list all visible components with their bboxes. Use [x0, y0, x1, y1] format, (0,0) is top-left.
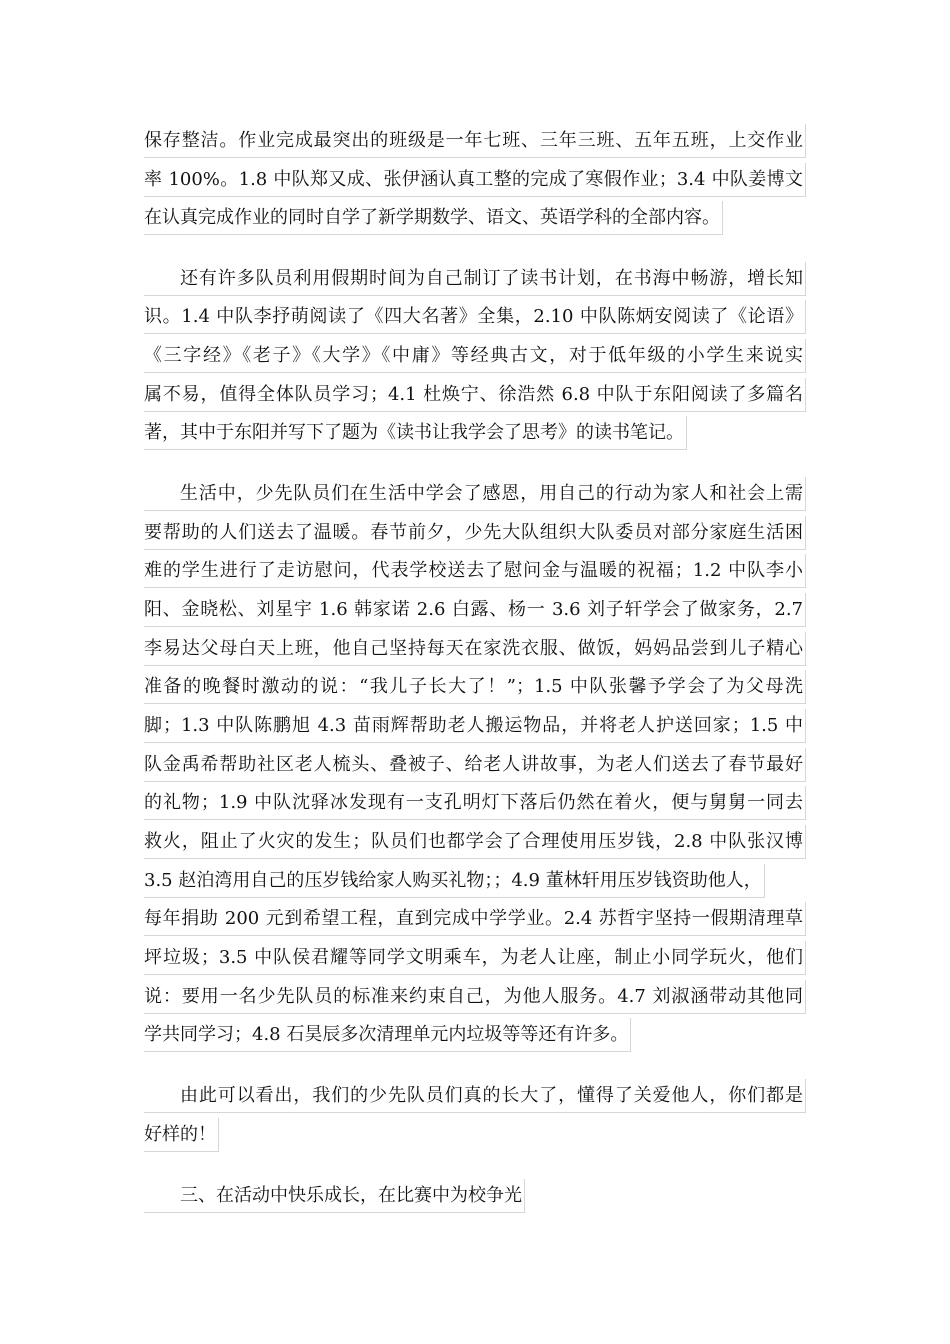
text-line: 的礼物；1.9 中队沈驿冰发现有一支孔明灯下落后仍然在着火，便与舅舅一同去 [144, 786, 806, 820]
text-line: 3.5 赵泊湾用自己的压岁钱给家人购买礼物；；4.9 董林轩用压岁钱资助他人， [144, 864, 765, 898]
text-line: 准备的晚餐时激动的说：“我儿子长大了！”；1.5 中队张馨予学会了为父母洗 [144, 670, 806, 704]
text-line: 难的学生进行了走访慰问，代表学校送去了慰问金与温暖的祝福；1.2 中队李小 [144, 554, 806, 588]
text-line: 说：要用一名少先队员的标准来约束自己，为他人服务。4.7 刘淑涵带动其他同 [144, 980, 806, 1014]
text-line: 生活中，少先队员们在生活中学会了感恩，用自己的行动为家人和社会上需 [144, 477, 806, 511]
text-line: 率 100%。1.8 中队郑又成、张伊涵认真工整的完成了寒假作业；3.4 中队姜博文 [144, 163, 806, 197]
text-line: 脚；1.3 中队陈鹏旭 4.3 苗雨辉帮助老人搬运物品，并将老人护送回家；1.5 中 [144, 709, 806, 743]
text-line: 著，其中于东阳并写下了题为《读书让我学会了思考》的读书笔记。 [144, 416, 687, 450]
text-line: 坪垃圾；3.5 中队侯君耀等同学文明乘车，为老人让座，制止小同学玩火，他们 [144, 941, 806, 975]
text-line: 学共同学习；4.8 石昊辰多次清理单元内垃圾等等还有许多。 [144, 1018, 631, 1052]
text-line: 救火，阻止了火灾的发生；队员们也都学会了合理使用压岁钱，2.8 中队张汉博 [144, 825, 806, 859]
text-line: 在认真完成作业的同时自学了新学期数学、语文、英语学科的全部内容。 [144, 201, 723, 235]
text-line: 要帮助的人们送去了温暖。春节前夕，少先大队组织大队委员对部分家庭生活困 [144, 516, 806, 550]
text-line: 由此可以看出，我们的少先队员们真的长大了，懂得了关爱他人，你们都是 [144, 1079, 806, 1113]
text-line: 李易达父母白天上班，他自己坚持每天在家洗衣服、做饭，妈妈品尝到儿子精心 [144, 632, 806, 666]
text-line: 识。1.4 中队李抒萌阅读了《四大名著》全集，2.10 中队陈炳安阅读了《论语》 [144, 300, 806, 334]
text-line: 属不易，值得全体队员学习；4.1 杜焕宁、徐浩然 6.8 中队于东阳阅读了多篇名 [144, 378, 806, 412]
text-line: 还有许多队员利用假期时间为自己制订了读书计划，在书海中畅游，增长知 [144, 262, 806, 296]
text-line: 队金禹希帮助社区老人梳头、叠被子、给老人讲故事，为老人们送去了春节最好 [144, 748, 806, 782]
text-line: 保存整洁。作业完成最突出的班级是一年七班、三年三班、五年五班，上交作业 [144, 124, 806, 158]
section-heading: 三、在活动中快乐成长，在比赛中为校争光 [144, 1179, 525, 1213]
text-line: 好样的！ [144, 1118, 219, 1152]
text-line: 阳、金晓松、刘星宇 1.6 韩家诺 2.6 白露、杨一 3.6 刘子轩学会了做家务，2.7 [144, 593, 806, 627]
text-line: 《三字经》《老子》《大学》《中庸》等经典古文，对于低年级的小学生来说实 [144, 339, 806, 373]
text-line: 每年捐助 200 元到希望工程，直到完成中学学业。2.4 苏哲宇坚持一假期清理草 [144, 902, 806, 936]
